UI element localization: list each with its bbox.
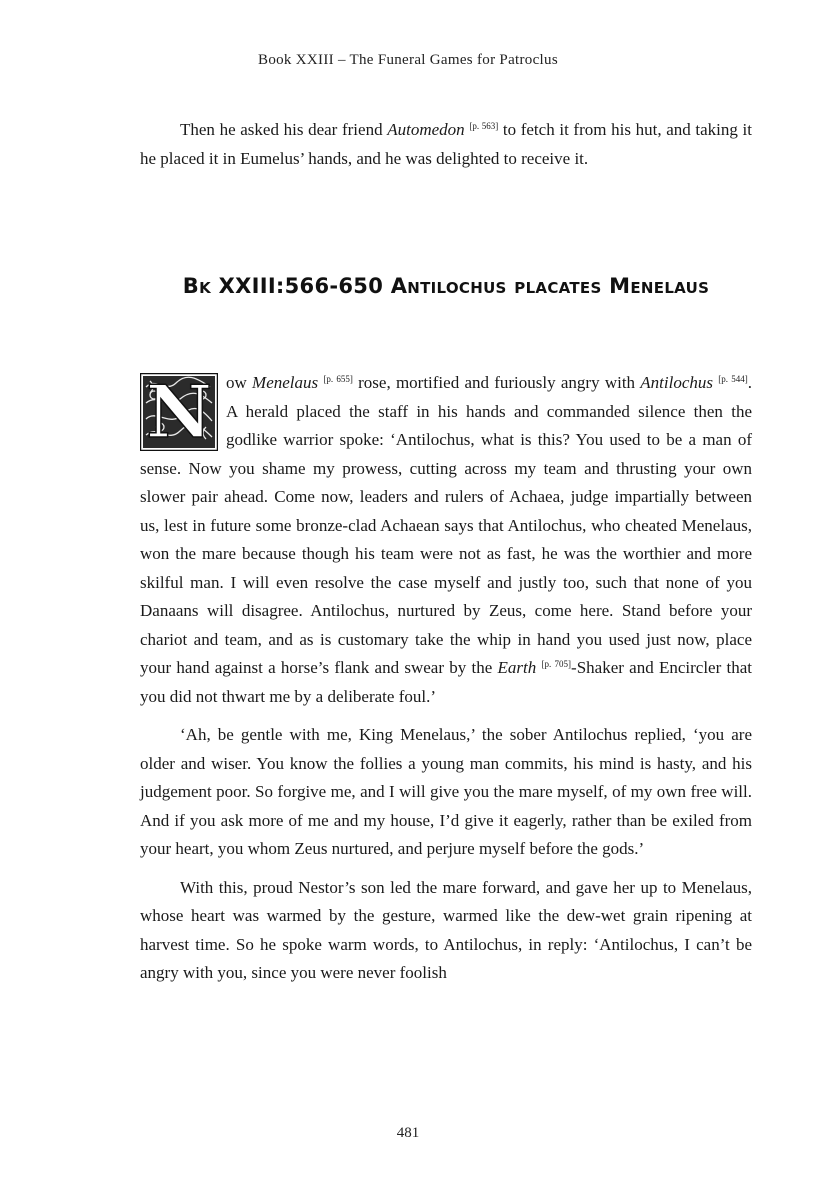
paragraph-2: ‘Ah, be gentle with me, King Menelaus,’ the sober Antilochus replied, ‘you are older and wiser. You know the follies a young man commits, his mind is hasty, and his judgement poor. So forgive me, and I will give you the mare myself, of my own free will. And if you ask more of me and my house, I’d give it eagerly, rather than be exiled from your heart, you whom Zeus nurtured, and perjure myself before the gods.’ [140,725,752,858]
paragraph-3: With this, proud Nestor’s son led the mare forward, and gave her up to Menelaus, whose heart was warmed by the gesture, warmed like the dew-wet grain ripening at harvest time. So he spoke warm words, to Antilochus, in reply: ‘Antilochus, I can’t be angry with you, since you were never foolish [140,877,752,982]
name-antilochus: Antilochus [640,373,714,392]
page-reference-link[interactable]: [p. 563] [469,121,499,131]
name-earth: Earth [497,658,537,677]
intro-text [140,116,752,173]
name-menelaus: Menelaus [252,373,319,392]
page-number: 481 [396,1125,420,1141]
ornamental-dropcap [140,369,218,454]
section-heading: Bk XXIII:566-650 Antilochus placates Menelaus [182,274,710,298]
page-reference-link[interactable]: [p. 655] [323,374,353,384]
intro-paragraph: Then he asked his dear friend Automedon [p. 563] to fetch it from his hut, and taking it he placed it in Eumelus’ hands, and he was delighted to receive it. [140,120,752,168]
dropcap-letter: N [146,369,212,454]
paragraph-1: N ow Menelaus [p. 655] rose, mortified and furiously angry with Antilochus [p. 544]. A herald placed the staff in his hands and commanded silence then the godlike warrior spoke: ‘Antilochus, what is this? You used to be a man of sense. Now you shame my prowess, cutting across my team and thrusting your own slower pair ahead. Come now, leaders and rulers of Achaea, judge impartially between us, lest in future some bronze-clad Achaean says that Antilochus, who cheated Menelaus, won the mare because though his team were not as fast, he was the worthier and more skilful man. I will even resolve the case myself and justly too, such that none of you Danaans will disagree. Antilochus, nurtured by Zeus, come here. Stand before your chariot and team, and as is customary take the whip in hand you used just now, place your hand against a horse’s flank and swear by the Earth [p. 705]-Shaker and Encircler that you did not thwart me by a deliberate foul.’ [140,369,753,706]
page-reference-link[interactable]: [p. 705] [541,659,572,669]
running-header: Book XXIII – The Funeral Games for Patroclus [258,52,558,68]
main-text [140,369,752,988]
page-reference-link[interactable]: [p. 544] [718,374,748,384]
name-automedon: Automedon [387,120,465,139]
